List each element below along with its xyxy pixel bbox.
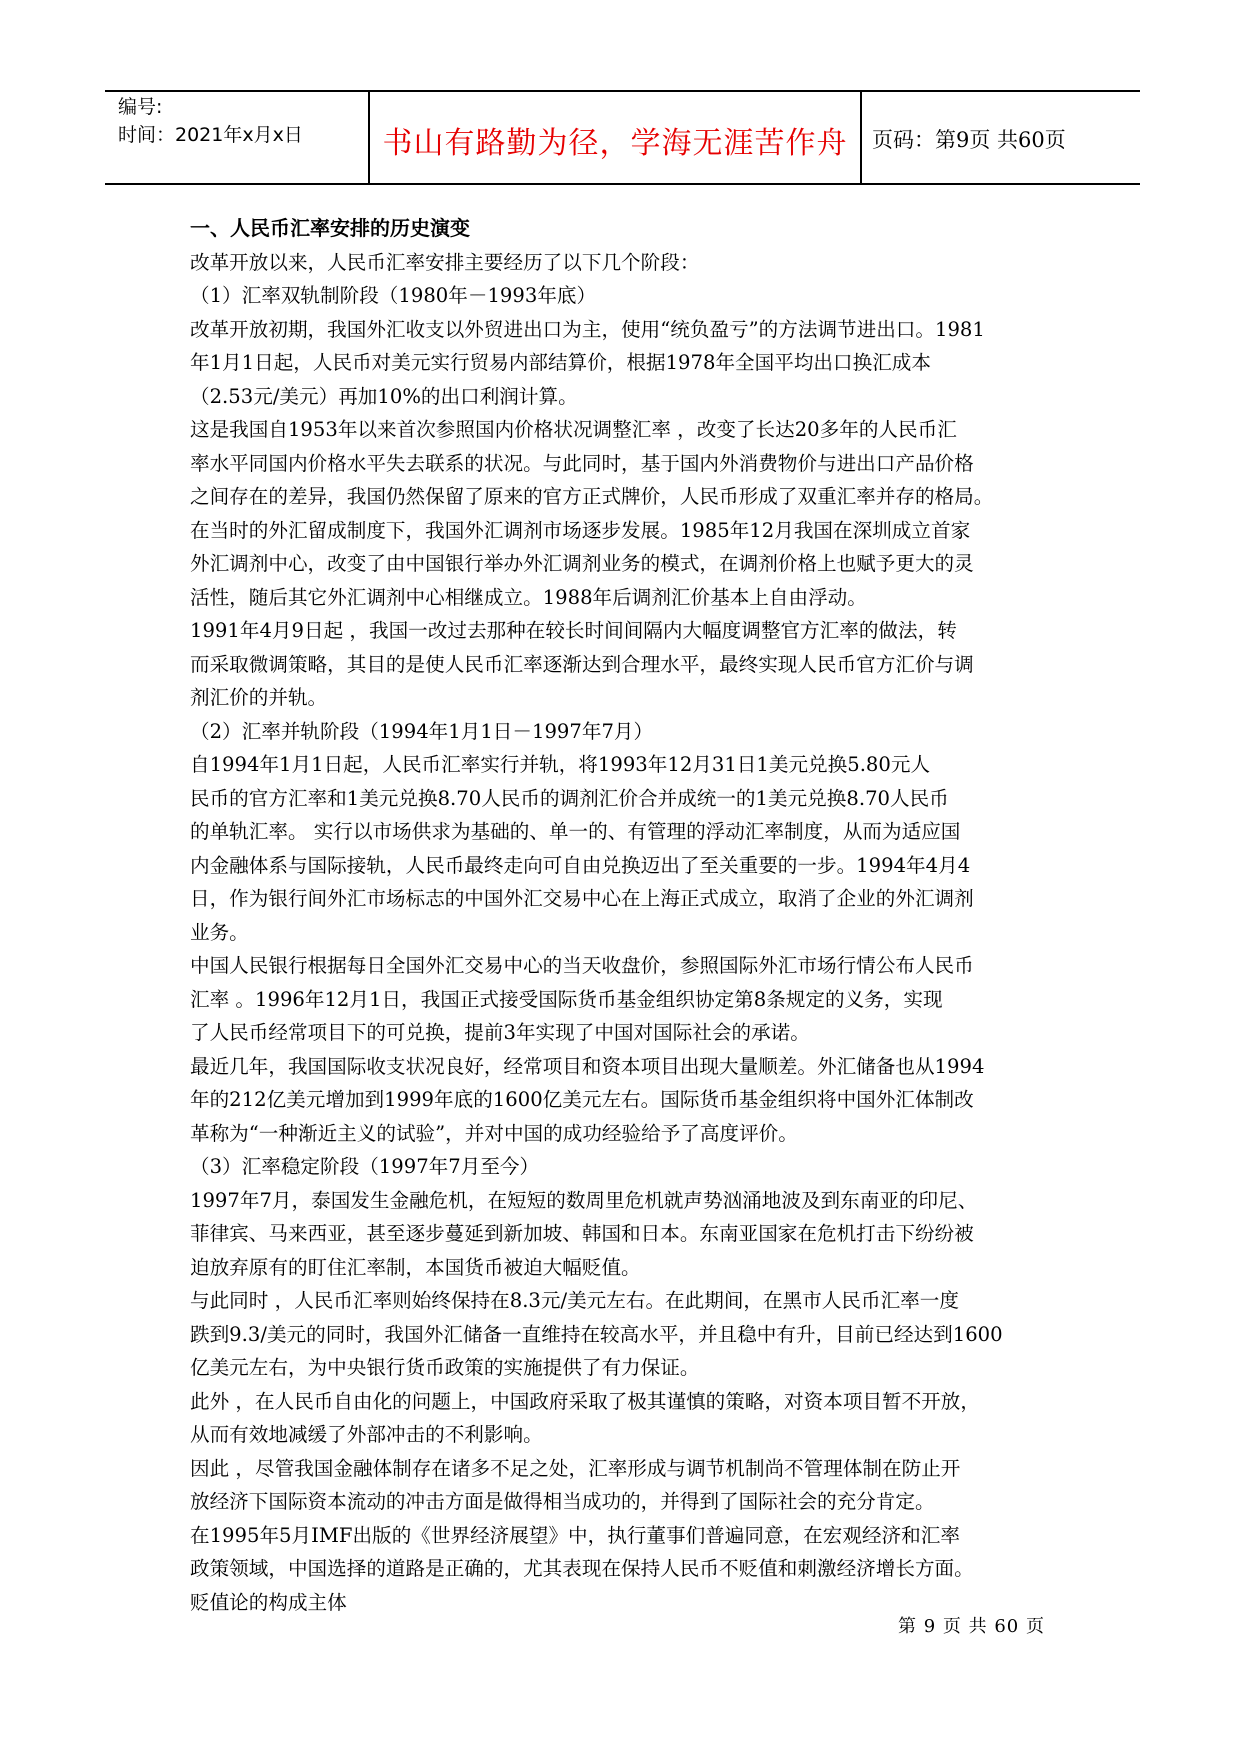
paragraph-line: （1）汇率双轨制阶段（1980年－1993年底） <box>190 284 597 307</box>
paragraph-line: 年的212亿美元增加到1999年底的1600亿美元左右。国际货币基金组织将中国外汇体制改 <box>190 1088 974 1111</box>
paragraph-line: 亿美元左右，为中央银行货币政策的实施提供了有力保证。 <box>190 1356 700 1379</box>
paragraph <box>190 1050 1070 1151</box>
paragraph-line: 自1994年1月1日起，人民币汇率实行并轨，将1993年12月31日1美元兑换5.80元人 <box>190 753 931 776</box>
paragraph <box>190 246 1070 280</box>
paragraph-list <box>190 246 1070 1620</box>
header-page-label: 页码：第9页 共60页 <box>872 128 1066 152</box>
paragraph <box>190 279 1070 313</box>
paragraph-line: 跌到9.3/美元的同时，我国外汇储备一直维持在较高水平，并且稳中有升，目前已经达到1600 <box>190 1322 1003 1346</box>
paragraph-line: 在当时的外汇留成制度下，我国外汇调剂市场逐步发展。1985年12月我国在深圳成立首家 <box>190 518 971 542</box>
paragraph <box>190 1385 1070 1452</box>
paragraph-line: 民币的官方汇率和1美元兑换8.70人民币的调剂汇价合并成统一的1美元兑换8.70人民币 <box>190 786 949 810</box>
paragraph-line: 放经济下国际资本流动的冲击方面是做得相当成功的，并得到了国际社会的充分肯定。 <box>190 1490 935 1513</box>
paragraph-line: 革称为“一种渐近主义的试验”，并对中国的成功经验给予了高度评价。 <box>190 1121 798 1145</box>
document-number-label: 编号: <box>118 96 163 118</box>
paragraph-line: 剂汇价的并轨。 <box>190 686 328 709</box>
paragraph <box>190 1284 1070 1385</box>
paragraph-line: 的单轨汇率。 实行以市场供求为基础的、单一的、有管理的浮动汇率制度，从而为适应国 <box>190 820 961 843</box>
paragraph-line: 改革开放初期，我国外汇收支以外贸进出口为主，使用“统负盈亏”的方法调节进出口。1981 <box>190 317 985 341</box>
paragraph-line: 年1月1日起，人民币对美元实行贸易内部结算价，根据1978年全国平均出口换汇成本 <box>190 351 931 374</box>
paragraph-line: 此外 ，在人民币自由化的问题上，中国政府采取了极其谨慎的策略，对资本项目暂不开放， <box>190 1389 980 1413</box>
paragraph <box>190 1519 1070 1586</box>
paragraph-line: 日，作为银行间外汇市场标志的中国外汇交易中心在上海正式成立，取消了企业的外汇调剂 <box>190 887 974 910</box>
paragraph <box>190 313 1070 414</box>
header-motto: 书山有路勤为径，学海无涯苦作舟 <box>382 126 848 161</box>
paragraph-line: 政策领域，中国选择的道路是正确的，尤其表现在保持人民币不贬值和刺激经济增长方面。 <box>190 1557 974 1580</box>
document-time-label: 时间：2021年x月x日 <box>118 124 303 146</box>
paragraph-line: 最近几年，我国国际收支状况良好，经常项目和资本项目出现大量顺差。外汇储备也从1994 <box>190 1054 985 1078</box>
paragraph <box>190 748 1070 949</box>
page-footer: 第 9 页 共 60 页 <box>898 1616 1045 1637</box>
paragraph-line: 从而有效地减缓了外部冲击的不利影响。 <box>190 1423 543 1446</box>
paragraph <box>190 1150 1070 1184</box>
paragraph-line: 而采取微调策略，其目的是使人民币汇率逐渐达到合理水平，最终实现人民币官方汇价与调 <box>190 652 974 676</box>
header-divider-left <box>368 92 370 183</box>
header-top-rule <box>105 90 1140 92</box>
paragraph-line: 贬值论的构成主体 <box>190 1590 347 1614</box>
paragraph-line: （3）汇率稳定阶段（1997年7月至今） <box>190 1155 540 1178</box>
paragraph-line: 外汇调剂中心，改变了由中国银行举办外汇调剂业务的模式，在调剂价格上也赋予更大的灵 <box>190 552 974 575</box>
section-title: 一、人民币汇率安排的历史演变 <box>190 216 470 240</box>
paragraph <box>190 614 1070 715</box>
header-divider-right <box>860 92 862 183</box>
paragraph-line: 中国人民银行根据每日全国外汇交易中心的当天收盘价，参照国际外汇市场行情公布人民币 <box>190 954 974 977</box>
paragraph-line: 与此同时 ，人民币汇率则始终保持在8.3元/美元左右。在此期间，在黑市人民币汇率一度 <box>190 1289 959 1312</box>
paragraph-line: 因此 ，尽管我国金融体制存在诸多不足之处，汇率形成与调节机制尚不管理体制在防止开 <box>190 1456 961 1480</box>
paragraph-line: 改革开放以来，人民币汇率安排主要经历了以下几个阶段： <box>190 250 700 274</box>
paragraph-line: 在1995年5月IMF出版的《世界经济展望》中，执行董事们普遍同意，在宏观经济和汇率 <box>190 1523 960 1547</box>
paragraph-line: 1991年4月9日起 ，我国一改过去那种在较长时间间隔内大幅度调整官方汇率的做法，转 <box>190 619 957 642</box>
paragraph-line: 率水平同国内价格水平失去联系的状况。与此同时，基于国内外消费物价与进出口产品价格 <box>190 451 974 475</box>
paragraph-line: 迫放弃原有的盯住汇率制，本国货币被迫大幅贬值。 <box>190 1255 641 1279</box>
paragraph <box>190 715 1070 749</box>
paragraph-line: 之间存在的差异，我国仍然保留了原来的官方正式牌价，人民币形成了双重汇率并存的格局。 <box>190 485 994 508</box>
paragraph-line: 了人民币经常项目下的可兑换，提前3年实现了中国对国际社会的承诺。 <box>190 1021 810 1044</box>
paragraph-line: 活性，随后其它外汇调剂中心相继成立。1988年后调剂汇价基本上自由浮动。 <box>190 585 867 609</box>
header-info <box>118 93 368 149</box>
header-bottom-rule <box>105 183 1140 185</box>
paragraph-line: （2）汇率并轨阶段（1994年1月1日－1997年7月） <box>190 719 654 743</box>
paragraph <box>190 413 1070 614</box>
document-body <box>190 212 1070 1619</box>
paragraph-line: 内金融体系与国际接轨，人民币最终走向可自由兑换迈出了至关重要的一步。1994年4月4 <box>190 853 971 877</box>
paragraph <box>190 1184 1070 1285</box>
paragraph-line: 汇率 。1996年12月1日，我国正式接受国际货币基金组织协定第8条规定的义务，实现 <box>190 987 943 1011</box>
paragraph <box>190 1452 1070 1519</box>
paragraph-line: 这是我国自1953年以来首次参照国内价格状况调整汇率 ，改变了长达20多年的人民币汇 <box>190 418 957 441</box>
paragraph-line: 业务。 <box>190 920 249 944</box>
paragraph <box>190 949 1070 1050</box>
paragraph-line: 1997年7月，泰国发生金融危机，在短短的数周里危机就声势汹涌地波及到东南亚的印尼、 <box>190 1188 978 1212</box>
paragraph-line: （2.53元/美元）再加10%的出口利润计算。 <box>190 384 578 408</box>
paragraph-line: 菲律宾、马来西亚，甚至逐步蔓延到新加坡、韩国和日本。东南亚国家在危机打击下纷纷被 <box>190 1222 974 1245</box>
